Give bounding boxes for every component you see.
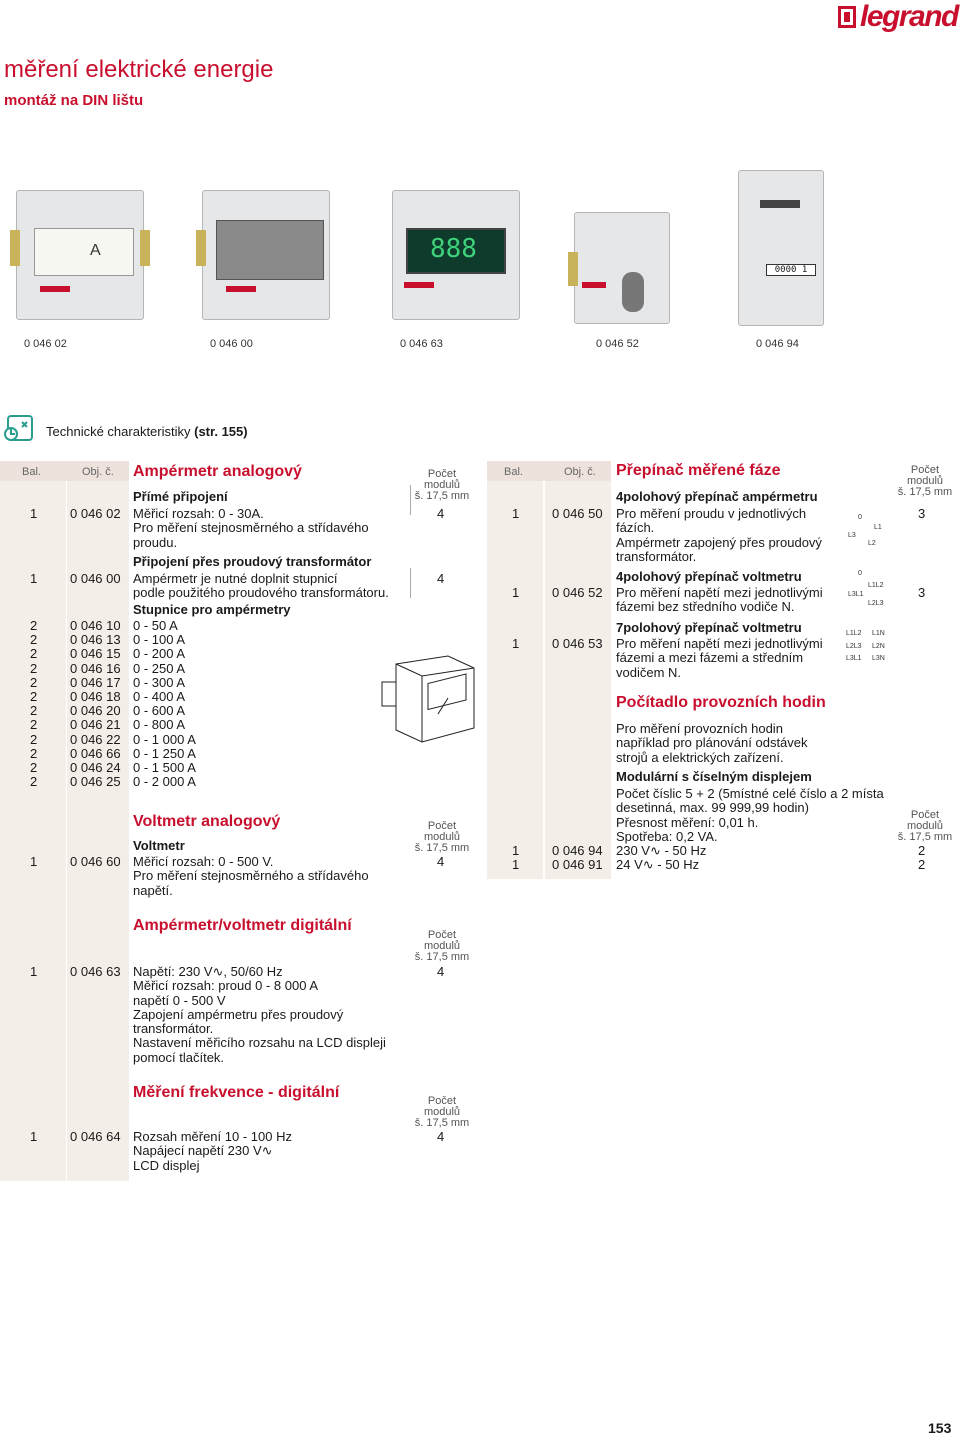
bal-value: 1 — [512, 506, 520, 521]
order-code: 0 046 94 — [552, 843, 603, 858]
bal-column-bg — [487, 461, 543, 879]
pocet-header: Počet modulů š. 17,5 mm — [897, 464, 953, 498]
scale-range: 0 - 2 000 A — [133, 774, 196, 790]
bal-value: 2 — [30, 674, 38, 690]
module-count: 4 — [437, 571, 445, 586]
bal-value: 2 — [30, 618, 38, 633]
divider — [410, 568, 411, 598]
description: Počet číslic 5 + 2 (5místné celé číslo a 2 místa desetinná, max. 99 999,99 hodin) Přesnost měření: 0,01 h. Spotřeba: 0,2 VA. — [616, 786, 884, 844]
order-code: 0 046 91 — [552, 857, 603, 872]
description: Pro měření proudu v jednotlivých fázích. Ampérmetr zapojený přes proudový transformátor. — [616, 506, 822, 564]
module-count: 4 — [437, 854, 445, 869]
module-count: 4 — [437, 1129, 445, 1144]
order-code: 0 046 64 — [70, 1129, 121, 1144]
scale-range: 0 - 400 A — [133, 689, 186, 704]
bal-value: 2 — [30, 717, 38, 733]
product-code-label: 0 046 52 — [596, 338, 639, 350]
description: Měřicí rozsah: 0 - 30A. Pro měření stejnosměrného a střídavého proudu. — [133, 506, 369, 550]
bal-value: 2 — [30, 689, 38, 704]
order-code: 0 046 16 — [70, 660, 121, 676]
product-image-hour-counter: 0000 1 — [738, 160, 828, 328]
section-title: Měření frekvence - digitální — [133, 1084, 340, 1101]
scale-range: 0 - 800 A — [133, 717, 186, 733]
description: Pro měření napětí mezi jednotlivými fázemi a mezi fázemi a středním vodičem N. — [616, 636, 823, 680]
bal-value: 1 — [30, 854, 38, 869]
bal-value: 2 — [30, 745, 38, 761]
col-header-obj: Obj. č. — [82, 466, 114, 478]
bal-value: 2 — [30, 646, 38, 662]
description: 24 V∿ - 50 Hz — [616, 857, 700, 872]
description: Pro měření provozních hodin například pro plánování odstávek strojů a elektrických zařízení. — [616, 721, 808, 765]
scale-range: 0 - 50 A — [133, 618, 178, 633]
order-code: 0 046 50 — [552, 506, 603, 521]
bal-value: 2 — [30, 760, 38, 775]
order-code: 0 046 02 — [70, 506, 121, 521]
product-image-ammeter-ct — [196, 180, 336, 325]
pocet-header: Počet modulů š. 17,5 mm — [414, 1095, 470, 1129]
pocet-header: Počet modulů š. 17,5 mm — [897, 809, 953, 843]
switch-symbol-icon: 0 L1L2 L3L1 L2L3 — [848, 570, 884, 607]
order-code: 0 046 52 — [552, 585, 603, 600]
order-code: 0 046 20 — [70, 703, 121, 719]
bal-value: 2 — [30, 703, 38, 719]
order-code: 0 046 63 — [70, 964, 121, 979]
order-code: 0 046 17 — [70, 674, 121, 690]
order-code: 0 046 13 — [70, 632, 121, 648]
tech-ref-link[interactable]: Technické charakteristiky (str. 155) — [46, 424, 248, 439]
bal-value: 1 — [512, 585, 520, 600]
page-title: měření elektrické energie — [4, 56, 274, 83]
brand-logo: legrand — [860, 0, 958, 33]
section-title: Ampérmetr/voltmetr digitální — [133, 917, 352, 934]
bal-value: 1 — [512, 636, 520, 651]
order-code: 0 046 25 — [70, 774, 121, 790]
product-image-analog-ammeter: A — [10, 180, 150, 325]
order-code: 0 046 53 — [552, 636, 603, 651]
subtitle: 7polohový přepínač voltmetru — [616, 620, 802, 635]
product-image-digital-meter: 888 — [386, 180, 526, 325]
description: Napětí: 230 V∿, 50/60 Hz Měřicí rozsah: proud 0 - 8 000 A napětí 0 - 500 V Zapojení ampérmetru přes proudový transformátor. Nastavení měřicího rozsahu na LCD displeji pomocí tlačítek. — [133, 964, 386, 1065]
bal-value: 1 — [30, 571, 38, 586]
order-code: 0 046 00 — [70, 571, 121, 586]
scale-range: 0 - 200 A — [133, 646, 186, 662]
module-count: 2 — [918, 843, 926, 858]
order-code: 0 046 24 — [70, 760, 121, 775]
section-title: Přepínač měřené fáze — [616, 462, 781, 479]
scale-range: 0 - 600 A — [133, 703, 186, 719]
order-code: 0 046 66 — [70, 745, 121, 761]
pocet-header: Počet modulů š. 17,5 mm — [414, 929, 470, 963]
product-code-label: 0 046 00 — [210, 338, 253, 350]
page-number: 153 — [928, 1420, 952, 1436]
subtitle: 4polohový přepínač ampérmetru — [616, 489, 818, 504]
order-code: 0 046 22 — [70, 731, 121, 747]
scale-range: 0 - 250 A — [133, 660, 186, 676]
bal-value: 1 — [30, 1129, 38, 1144]
technical-characteristics-icon — [0, 412, 34, 446]
col-header-bal: Bal. — [504, 466, 523, 478]
subtitle: Přímé připojení — [133, 489, 228, 504]
subtitle: 4polohový přepínač voltmetru — [616, 569, 802, 584]
description: 230 V∿ - 50 Hz — [616, 843, 707, 858]
description: Rozsah měření 10 - 100 Hz Napájecí napětí 230 V∿ LCD displej — [133, 1129, 292, 1173]
ammeter-drawing-icon — [378, 654, 482, 746]
module-count: 3 — [918, 585, 926, 600]
bal-value: 2 — [30, 731, 38, 747]
order-code: 0 046 21 — [70, 717, 121, 733]
bal-value: 1 — [30, 964, 38, 979]
scale-range: 0 - 1 250 A — [133, 745, 196, 761]
col-header-bal: Bal. — [22, 466, 41, 478]
obj-column-bg — [67, 461, 129, 1181]
scale-range: 0 - 300 A — [133, 674, 186, 690]
scale-range: 0 - 1 000 A — [133, 731, 196, 747]
obj-column-bg — [545, 461, 611, 879]
product-image-selector-switch — [568, 212, 672, 328]
subtitle: Voltmetr — [133, 838, 185, 853]
col-header-obj: Obj. č. — [564, 466, 596, 478]
order-code: 0 046 15 — [70, 646, 121, 662]
product-code-label: 0 046 63 — [400, 338, 443, 350]
order-code: 0 046 18 — [70, 689, 121, 704]
scale-range: 0 - 1 500 A — [133, 760, 196, 775]
legrand-logo-icon — [838, 6, 856, 28]
module-count: 2 — [918, 857, 926, 872]
pocet-header: Počet modulů š. 17,5 mm — [414, 820, 470, 854]
product-code-label: 0 046 02 — [24, 338, 67, 350]
page-subtitle: montáž na DIN lištu — [4, 92, 144, 109]
section-title: Ampérmetr analogový — [133, 463, 302, 480]
bal-column-bg — [0, 461, 66, 1181]
bal-value: 2 — [30, 660, 38, 676]
bal-value: 2 — [30, 774, 38, 790]
order-code: 0 046 60 — [70, 854, 121, 869]
section-title: Voltmetr analogový — [133, 813, 281, 830]
scale-range: 0 - 100 A — [133, 632, 186, 648]
bal-value: 2 — [30, 632, 38, 648]
module-count: 3 — [918, 506, 926, 521]
bal-value: 1 — [512, 843, 520, 858]
module-count: 4 — [437, 964, 445, 979]
switch-symbol-icon: 0 L1 L3 L2 — [848, 514, 882, 547]
section-title: Počítadlo provozních hodin — [616, 694, 826, 711]
pocet-header: Počet modulů š. 17,5 mm — [414, 468, 470, 502]
subtitle: Připojení přes proudový transformátor — [133, 554, 372, 569]
product-code-label: 0 046 94 — [756, 338, 799, 350]
description: Pro měření napětí mezi jednotlivými fázemi bez středního vodiče N. — [616, 585, 823, 615]
subtitle: Stupnice pro ampérmetry — [133, 602, 291, 617]
bal-value: 1 — [30, 506, 38, 521]
switch-symbol-icon: L1L2 L1N L2L3 L2N L3L1 L3N — [846, 630, 885, 662]
subtitle: Modulární s číselným displejem — [616, 769, 812, 784]
description: Měřicí rozsah: 0 - 500 V. Pro měření stejnosměrného a střídavého napětí. — [133, 854, 369, 898]
bal-value: 1 — [512, 857, 520, 872]
description: Ampérmetr je nutné doplnit stupnicí podle použitého proudového transformátoru. — [133, 571, 389, 601]
module-count: 4 — [437, 506, 445, 521]
order-code: 0 046 10 — [70, 618, 121, 633]
divider — [410, 485, 411, 515]
